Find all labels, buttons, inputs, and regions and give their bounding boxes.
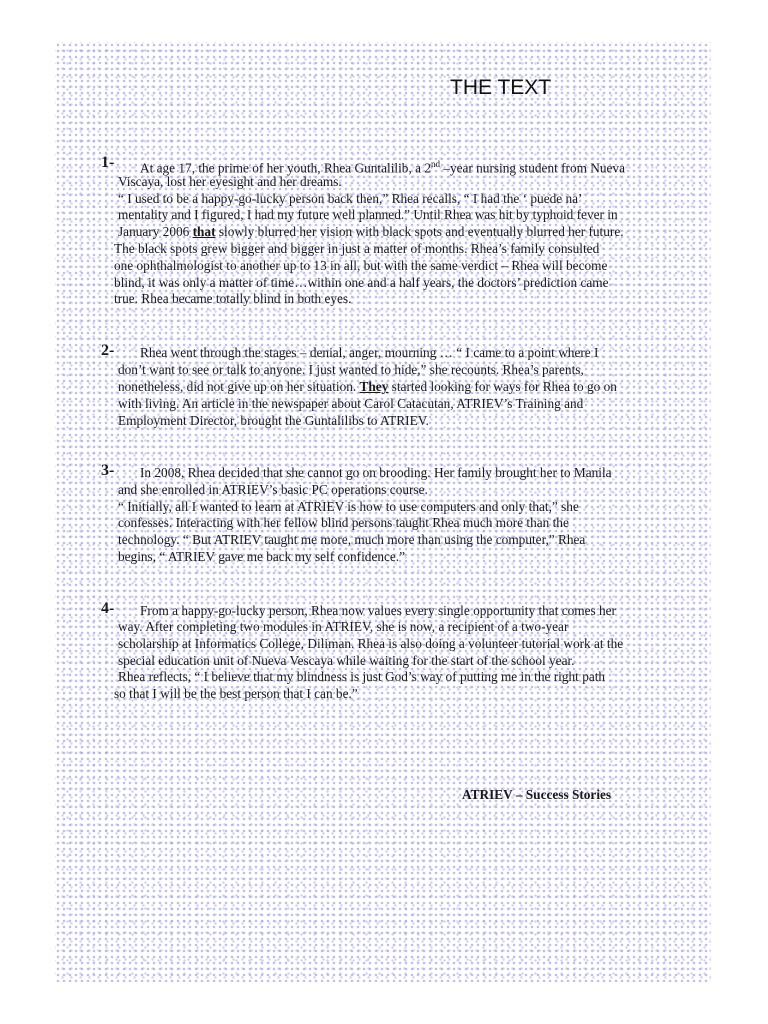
text-line: mentality and I figured, I had my future well planned.” Until Rhea was hit by typhoid fever in: [118, 207, 618, 222]
text-line: At age 17, the prime of her youth, Rhea Guntalilib, a 2nd –year nursing student from Nueva: [140, 159, 625, 176]
text-line: nonetheless, did not give up on her situation. They started looking for ways for Rhea to go on: [118, 379, 617, 394]
text-line: confesses. Interacting with her fellow blind persons taught Rhea much more than the: [118, 515, 569, 530]
paragraph-number: 4-: [101, 600, 115, 617]
text-line: so that I will be the best person that I can be.”: [114, 686, 358, 701]
text-line: don’t want to see or talk to anyone. I just wanted to hide,” she recounts. Rhea’s parents,: [118, 362, 584, 377]
text-line: true. Rhea became totally blind in both eyes.: [114, 291, 352, 306]
text-line: Viscaya, lost her eyesight and her dreams.: [118, 174, 342, 189]
text-line: “ Initially, all I wanted to learn at ATRIEV is how to use computers and only that,” she: [118, 499, 579, 514]
text-line: The black spots grew bigger and bigger in just a matter of months. Rhea’s family consulted: [114, 241, 600, 256]
text-line: scholarship at Informatics College, Diliman. Rhea is also doing a volunteer tutorial work at the: [118, 636, 624, 651]
text-line: technology. “ But ATRIEV taught me more, much more than using the computer,” Rhea: [118, 532, 586, 547]
text-line: Employment Director, brought the Guntalilibs to ATRIEV.: [118, 413, 429, 428]
text-line: Rhea reflects, “ I believe that my blindness is just God’s way of putting me in the right path: [118, 669, 606, 684]
page-title: THE TEXT: [450, 76, 552, 99]
text-line: with living. An article in the newspaper about Carol Catacutan, ATRIEV’s Training and: [118, 396, 584, 411]
text-line: special education unit of Nueva Vescaya while waiting for the start of the school year.: [118, 653, 575, 668]
footer-credit: ATRIEV – Success Stories: [462, 787, 612, 802]
text-line: and she enrolled in ATRIEV’s basic PC operations course.: [118, 482, 428, 497]
text-line: way. After completing two modules in ATRIEV, she is now, a recipient of a two-year: [118, 619, 569, 634]
text-line: Rhea went through the stages – denial, anger, mourning … “ I came to a point where I: [140, 345, 599, 360]
text-line: From a happy-go-lucky person, Rhea now values every single opportunity that comes her: [140, 603, 616, 618]
text-line: blind, it was only a matter of time…within one and a half years, the doctors’ prediction came: [114, 275, 609, 290]
text-line: one ophthalmologist to another up to 13 in all, but with the same verdict – Rhea will become: [114, 258, 608, 273]
text-line: “ I used to be a happy-go-lucky person back then,” Rhea recalls, “ I had the ‘ puede na’: [118, 191, 583, 206]
paragraph-number: 1-: [101, 154, 115, 171]
text-line: In 2008, Rhea decided that she cannot go on brooding. Her family brought her to Manila: [140, 465, 612, 480]
paragraph-number: 2-: [101, 342, 115, 359]
text-line: January 2006 that slowly blurred her vision with black spots and eventually blurred her future.: [118, 224, 624, 239]
text-line: begins, “ ATRIEV gave me back my self confidence.”: [118, 549, 406, 564]
paragraph-number: 3-: [101, 462, 115, 479]
